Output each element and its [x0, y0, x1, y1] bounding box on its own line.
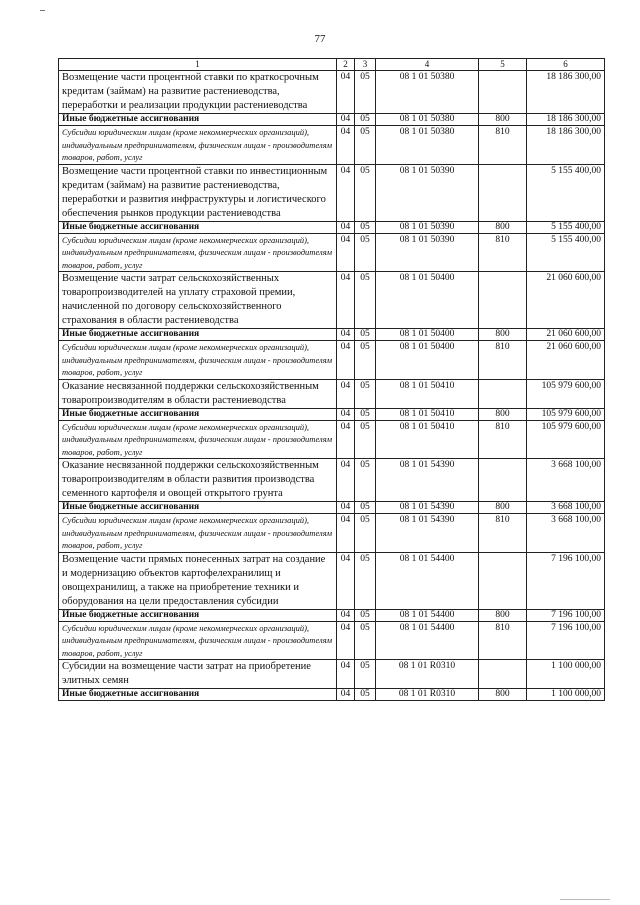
- cell-target-code: 08 1 01 R0310: [376, 689, 479, 701]
- cell-subsection: 05: [355, 221, 376, 233]
- table-row-subsidy: [59, 621, 605, 660]
- cell-target-code: 08 1 01 50380: [376, 71, 479, 114]
- cell-section: 04: [337, 126, 355, 165]
- table-row-item: [59, 660, 605, 689]
- table-row-item: [59, 272, 605, 329]
- cell-amount: 105 979 600,00: [527, 408, 605, 420]
- cell-expense-type: [479, 272, 527, 329]
- cell-subsection: 05: [355, 114, 376, 126]
- cell-expense-type: [479, 660, 527, 689]
- cell-name: Оказание несвязанной поддержки сельскохозяйственным товаропроизводителям в области развития производства семенного картофеля и овощей открытого грунта: [59, 459, 337, 502]
- cell-target-code: 08 1 01 54400: [376, 621, 479, 660]
- cell-target-code: 08 1 01 50390: [376, 233, 479, 272]
- cell-name: Иные бюджетные ассигнования: [59, 609, 337, 621]
- cell-subsection: 05: [355, 329, 376, 341]
- cell-expense-type: 810: [479, 126, 527, 165]
- cell-expense-type: 810: [479, 341, 527, 380]
- cell-subsection: 05: [355, 71, 376, 114]
- cell-subsection: 05: [355, 341, 376, 380]
- cell-name: Иные бюджетные ассигнования: [59, 502, 337, 514]
- cell-expense-type: [479, 459, 527, 502]
- cell-amount: 5 155 400,00: [527, 164, 605, 221]
- cell-expense-type: 800: [479, 689, 527, 701]
- cell-subsection: 05: [355, 233, 376, 272]
- cell-subsection: 05: [355, 689, 376, 701]
- table-row-item: [59, 459, 605, 502]
- table-row-other-allocations: [59, 502, 605, 514]
- cell-amount: 5 155 400,00: [527, 221, 605, 233]
- cell-section: 04: [337, 379, 355, 408]
- table-row-other-allocations: [59, 408, 605, 420]
- cell-subsection: 05: [355, 660, 376, 689]
- cell-name: Субсидии юридическим лицам (кроме некоммерческих организаций), индивидуальным предпринимателям, физическим лицам - производителям товаров, работ, услуг: [59, 233, 337, 272]
- cell-section: 04: [337, 114, 355, 126]
- cell-amount: 21 060 600,00: [527, 341, 605, 380]
- cell-section: 04: [337, 514, 355, 553]
- budget-table: [58, 58, 605, 701]
- header-col-5: 5: [479, 59, 527, 71]
- cell-amount: 3 668 100,00: [527, 502, 605, 514]
- cell-subsection: 05: [355, 609, 376, 621]
- table-row-subsidy: [59, 233, 605, 272]
- cell-amount: 3 668 100,00: [527, 459, 605, 502]
- cell-target-code: 08 1 01 50390: [376, 164, 479, 221]
- cell-amount: 7 196 100,00: [527, 621, 605, 660]
- cell-amount: 3 668 100,00: [527, 514, 605, 553]
- table-row-item: [59, 552, 605, 609]
- cell-expense-type: 800: [479, 114, 527, 126]
- cell-amount: 18 186 300,00: [527, 126, 605, 165]
- cell-expense-type: [479, 164, 527, 221]
- cell-target-code: 08 1 01 50390: [376, 221, 479, 233]
- cell-expense-type: 810: [479, 621, 527, 660]
- cell-section: 04: [337, 408, 355, 420]
- table-row-subsidy: [59, 341, 605, 380]
- table-header-row: [59, 59, 605, 71]
- table-row-subsidy: [59, 420, 605, 459]
- header-col-3: 3: [355, 59, 376, 71]
- cell-subsection: 05: [355, 408, 376, 420]
- cell-name: Возмещение части процентной ставки по инвестиционным кредитам (займам) на развитие растениеводства, переработки и развития инфраструктуры и логистического обеспечения рынков продукции растениеводства: [59, 164, 337, 221]
- cell-subsection: 05: [355, 502, 376, 514]
- table-row-other-allocations: [59, 609, 605, 621]
- cell-name: Субсидии юридическим лицам (кроме некоммерческих организаций), индивидуальным предпринимателям, физическим лицам - производителям товаров, работ, услуг: [59, 341, 337, 380]
- cell-target-code: 08 1 01 50400: [376, 272, 479, 329]
- cell-name: Оказание несвязанной поддержки сельскохозяйственным товаропроизводителям в области растениеводства: [59, 379, 337, 408]
- cell-name: Субсидии на возмещение части затрат на приобретение элитных семян: [59, 660, 337, 689]
- cell-expense-type: 810: [479, 233, 527, 272]
- cell-target-code: 08 1 01 50400: [376, 341, 479, 380]
- table-row-item: [59, 379, 605, 408]
- header-col-4: 4: [376, 59, 479, 71]
- cell-name: Иные бюджетные ассигнования: [59, 329, 337, 341]
- cell-section: 04: [337, 164, 355, 221]
- cell-section: 04: [337, 420, 355, 459]
- cell-target-code: 08 1 01 50380: [376, 126, 479, 165]
- cell-amount: 105 979 600,00: [527, 420, 605, 459]
- cell-section: 04: [337, 221, 355, 233]
- cell-name: Возмещение части затрат сельскохозяйственных товаропроизводителей на уплату страховой премии, начисленной по договору сельскохозяйственного страхования в области растениеводства: [59, 272, 337, 329]
- cell-name: Возмещение части процентной ставки по краткосрочным кредитам (займам) на развитие растениеводства, переработки и реализации продукции растениеводства: [59, 71, 337, 114]
- table-row-item: [59, 71, 605, 114]
- cell-section: 04: [337, 660, 355, 689]
- cell-amount: 21 060 600,00: [527, 329, 605, 341]
- cell-name: Иные бюджетные ассигнования: [59, 689, 337, 701]
- cell-section: 04: [337, 329, 355, 341]
- cell-name: Субсидии юридическим лицам (кроме некоммерческих организаций), индивидуальным предпринимателям, физическим лицам - производителям товаров, работ, услуг: [59, 514, 337, 553]
- header-col-2: 2: [337, 59, 355, 71]
- cell-target-code: 08 1 01 50410: [376, 379, 479, 408]
- cell-target-code: 08 1 01 50410: [376, 408, 479, 420]
- table-row-subsidy: [59, 514, 605, 553]
- cell-section: 04: [337, 689, 355, 701]
- scan-mark-top: [40, 10, 45, 11]
- cell-expense-type: 800: [479, 502, 527, 514]
- cell-section: 04: [337, 272, 355, 329]
- cell-expense-type: 800: [479, 329, 527, 341]
- header-col-1: 1: [59, 59, 337, 71]
- scan-mark-bottom: [560, 899, 610, 900]
- cell-section: 04: [337, 341, 355, 380]
- cell-subsection: 05: [355, 552, 376, 609]
- cell-amount: 18 186 300,00: [527, 71, 605, 114]
- cell-target-code: 08 1 01 50400: [376, 329, 479, 341]
- cell-target-code: 08 1 01 54400: [376, 552, 479, 609]
- cell-section: 04: [337, 552, 355, 609]
- cell-expense-type: [479, 552, 527, 609]
- cell-subsection: 05: [355, 164, 376, 221]
- cell-target-code: 08 1 01 54390: [376, 502, 479, 514]
- cell-name: Субсидии юридическим лицам (кроме некоммерческих организаций), индивидуальным предпринимателям, физическим лицам - производителям товаров, работ, услуг: [59, 126, 337, 165]
- cell-amount: 21 060 600,00: [527, 272, 605, 329]
- cell-expense-type: 800: [479, 408, 527, 420]
- cell-section: 04: [337, 502, 355, 514]
- table-row-other-allocations: [59, 114, 605, 126]
- cell-name: Субсидии юридическим лицам (кроме некоммерческих организаций), индивидуальным предпринимателям, физическим лицам - производителям товаров, работ, услуг: [59, 420, 337, 459]
- cell-expense-type: 810: [479, 420, 527, 459]
- cell-expense-type: 800: [479, 221, 527, 233]
- cell-expense-type: [479, 71, 527, 114]
- cell-expense-type: [479, 379, 527, 408]
- cell-target-code: 08 1 01 54390: [376, 459, 479, 502]
- cell-target-code: 08 1 01 54390: [376, 514, 479, 553]
- cell-subsection: 05: [355, 420, 376, 459]
- cell-name: Иные бюджетные ассигнования: [59, 114, 337, 126]
- cell-target-code: 08 1 01 R0310: [376, 660, 479, 689]
- header-col-6: 6: [527, 59, 605, 71]
- cell-expense-type: 810: [479, 514, 527, 553]
- table-row-other-allocations: [59, 689, 605, 701]
- cell-amount: 5 155 400,00: [527, 233, 605, 272]
- table-row-other-allocations: [59, 329, 605, 341]
- cell-section: 04: [337, 233, 355, 272]
- cell-section: 04: [337, 459, 355, 502]
- cell-name: Возмещение части прямых понесенных затрат на создание и модернизацию объектов картофелехранилищ и овощехранилищ, а также на приобретение техники и оборудования на цели предоставления субсидии: [59, 552, 337, 609]
- cell-name: Иные бюджетные ассигнования: [59, 408, 337, 420]
- budget-table-body: [59, 59, 605, 701]
- cell-subsection: 05: [355, 514, 376, 553]
- cell-section: 04: [337, 621, 355, 660]
- cell-amount: 7 196 100,00: [527, 609, 605, 621]
- page-number: 77: [314, 33, 326, 45]
- table-row-subsidy: [59, 126, 605, 165]
- cell-amount: 7 196 100,00: [527, 552, 605, 609]
- cell-amount: 105 979 600,00: [527, 379, 605, 408]
- cell-subsection: 05: [355, 621, 376, 660]
- cell-subsection: 05: [355, 379, 376, 408]
- cell-subsection: 05: [355, 459, 376, 502]
- table-row-item: [59, 164, 605, 221]
- cell-subsection: 05: [355, 126, 376, 165]
- cell-section: 04: [337, 71, 355, 114]
- cell-section: 04: [337, 609, 355, 621]
- cell-amount: 1 100 000,00: [527, 660, 605, 689]
- cell-expense-type: 800: [479, 609, 527, 621]
- cell-target-code: 08 1 01 54400: [376, 609, 479, 621]
- cell-name: Субсидии юридическим лицам (кроме некоммерческих организаций), индивидуальным предпринимателям, физическим лицам - производителям товаров, работ, услуг: [59, 621, 337, 660]
- cell-subsection: 05: [355, 272, 376, 329]
- cell-amount: 18 186 300,00: [527, 114, 605, 126]
- cell-target-code: 08 1 01 50410: [376, 420, 479, 459]
- cell-target-code: 08 1 01 50380: [376, 114, 479, 126]
- cell-amount: 1 100 000,00: [527, 689, 605, 701]
- table-row-other-allocations: [59, 221, 605, 233]
- cell-name: Иные бюджетные ассигнования: [59, 221, 337, 233]
